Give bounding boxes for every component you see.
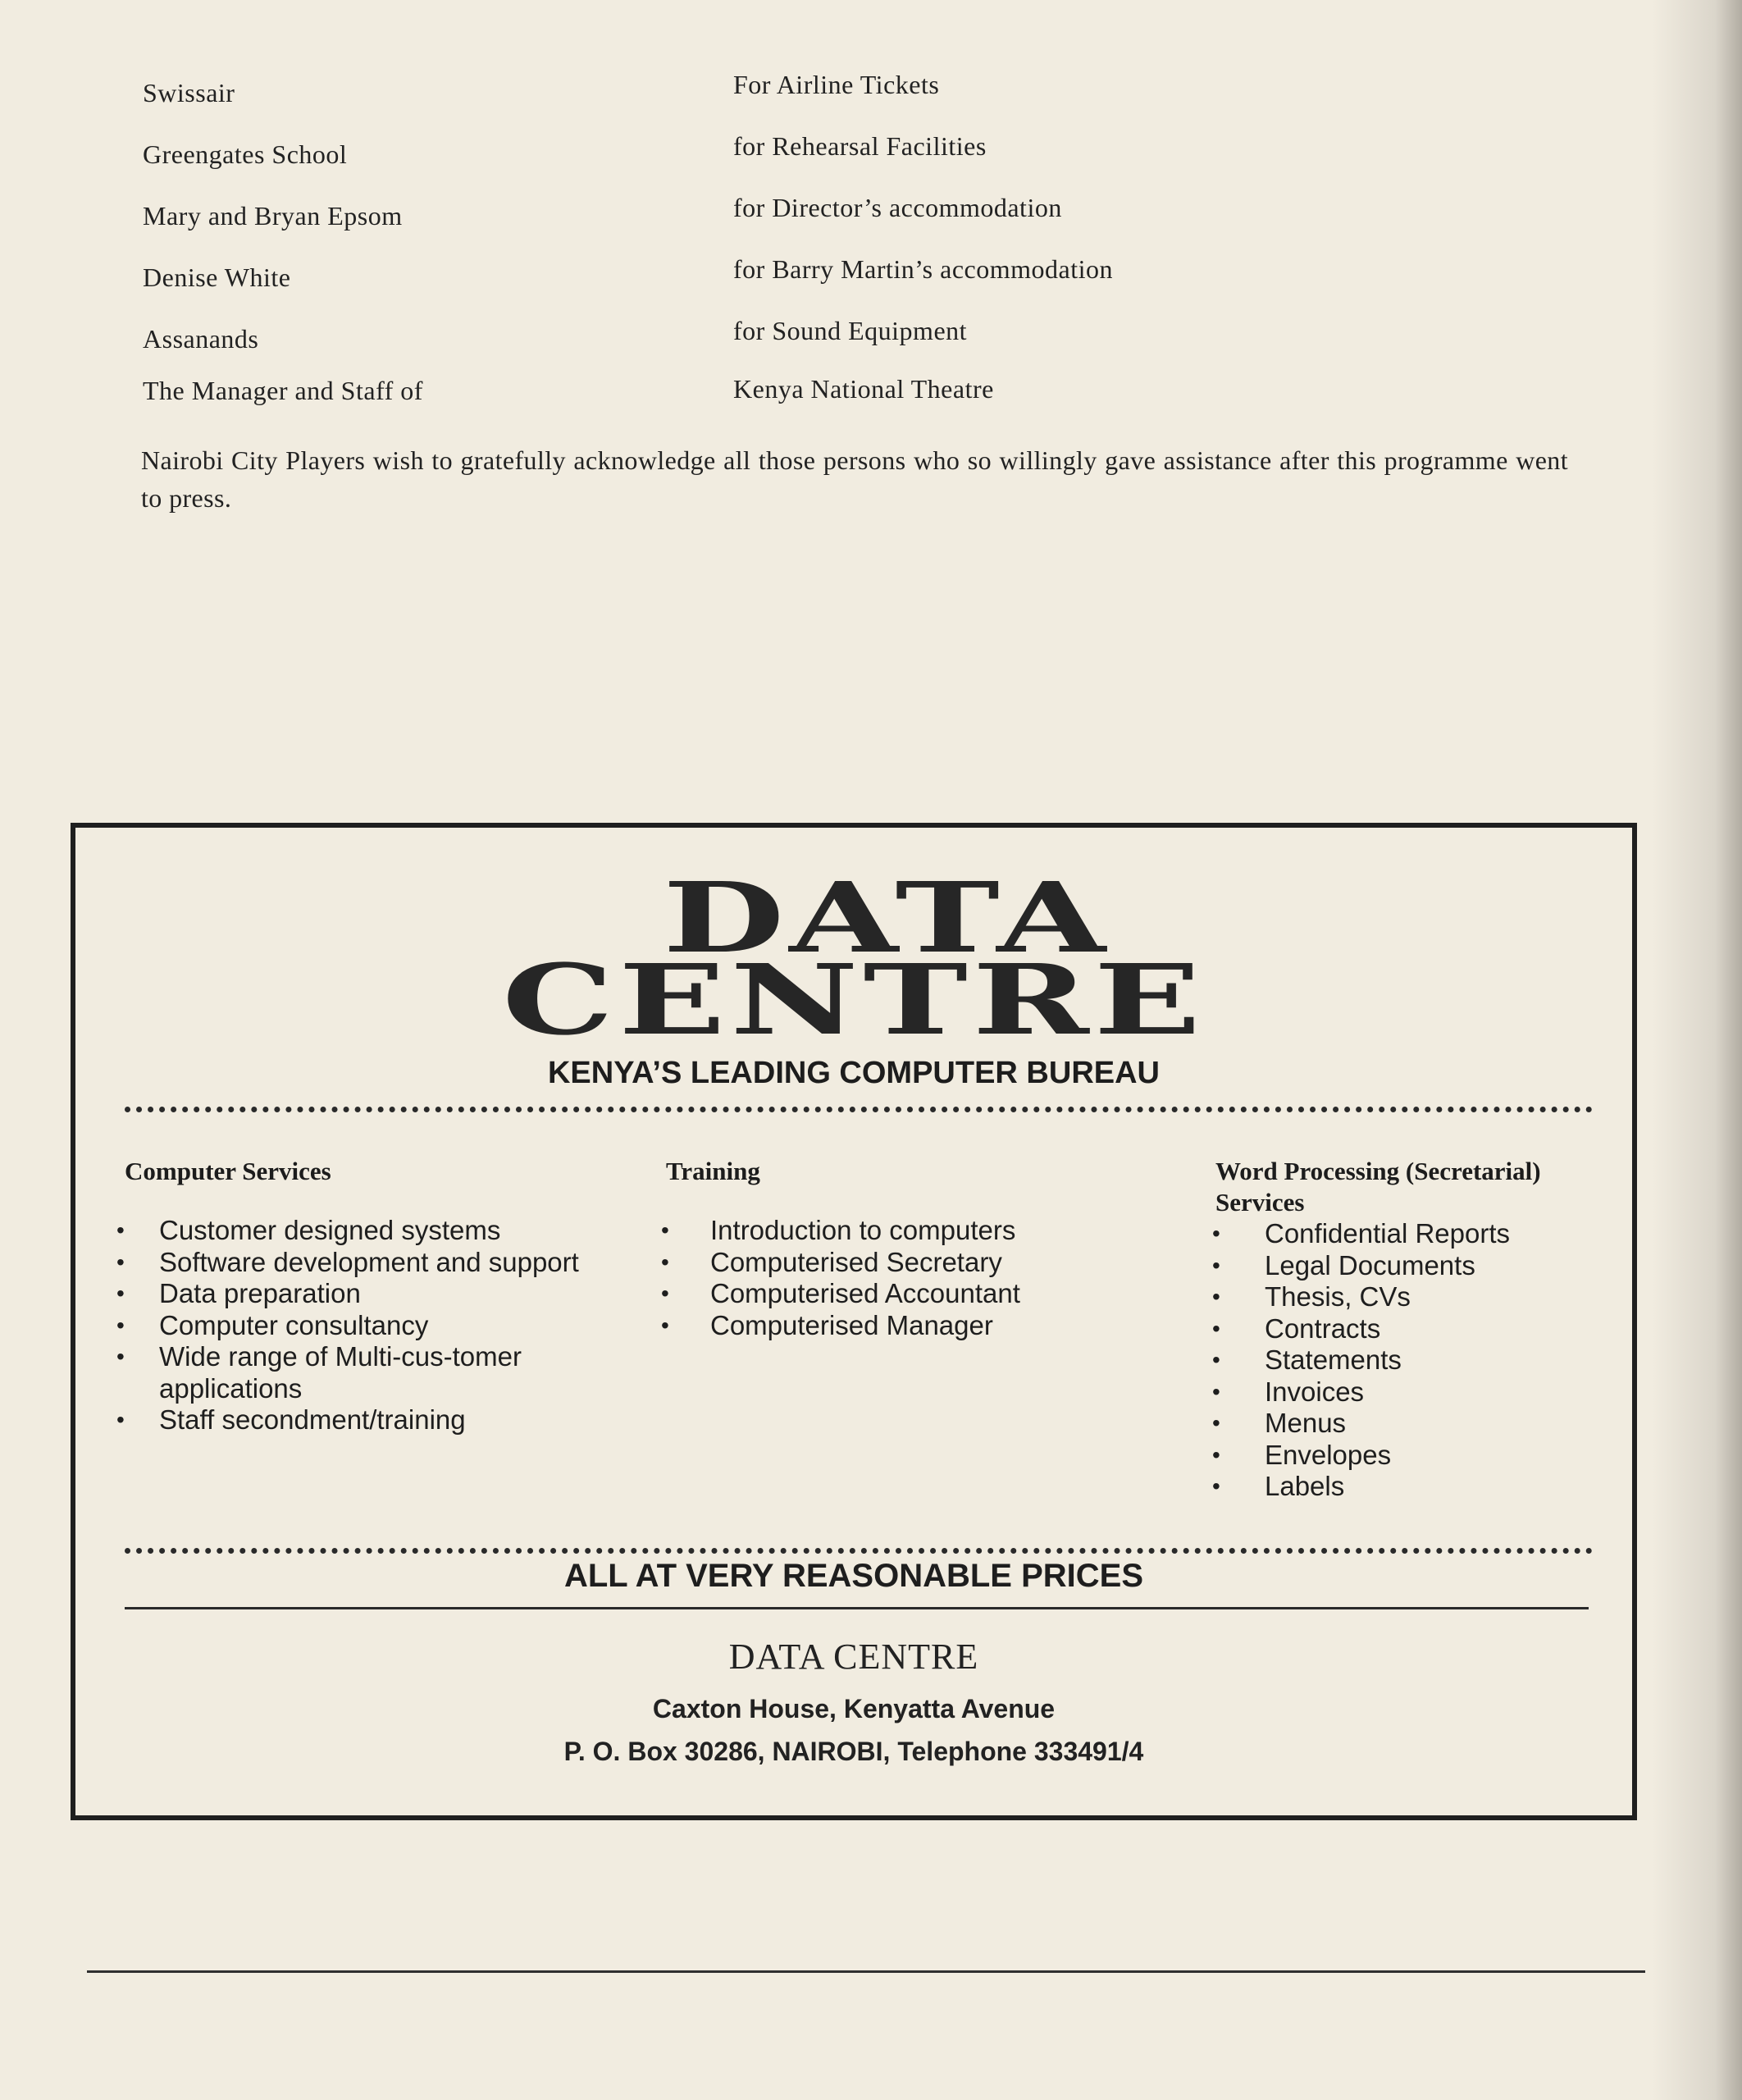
ack-what: for Rehearsal Facilities — [733, 131, 987, 161]
company-name: DATA CENTRE — [728, 1637, 979, 1677]
list-item: • Invoices — [1215, 1376, 1626, 1408]
list-item: • Computerised Accountant — [666, 1278, 1092, 1310]
list-item: • Computer consultancy — [125, 1310, 584, 1342]
list-item: • Wide range of Multi-cus-tomer applications — [125, 1341, 584, 1404]
ack-who: Greengates School — [143, 139, 348, 169]
column-heading: Computer Services — [125, 1157, 331, 1185]
list-item: • Envelopes — [1215, 1440, 1626, 1472]
dotted-divider — [125, 1107, 1593, 1112]
ack-row — [143, 193, 1578, 254]
logo-line-centre: CENTRE — [502, 943, 1206, 1057]
list-item: • Customer designed systems — [125, 1215, 584, 1247]
ack-row — [143, 374, 1578, 427]
services-column — [125, 1156, 584, 1436]
word-processing-column — [1215, 1156, 1626, 1503]
list-item: • Contracts — [1215, 1313, 1626, 1345]
ack-what: Kenya National Theatre — [733, 374, 994, 404]
ack-who: Denise White — [143, 262, 291, 292]
list-item: • Computerised Secretary — [666, 1247, 1092, 1279]
list-item: • Legal Documents — [1215, 1250, 1626, 1282]
list-item: • Introduction to computers — [666, 1215, 1092, 1247]
ack-who: Mary and Bryan Epsom — [143, 201, 403, 231]
ack-what: for Director’s accommodation — [733, 193, 1062, 222]
ack-what: For Airline Tickets — [733, 70, 940, 99]
column-heading: Training — [666, 1157, 760, 1185]
ack-who: Swissair — [143, 78, 235, 107]
logo-line-data: DATA — [663, 861, 1110, 975]
list-item: • Staff secondment/training — [125, 1404, 584, 1436]
list-item: • Menus — [1215, 1408, 1626, 1440]
list-item: • Statements — [1215, 1344, 1626, 1376]
ack-what: for Barry Martin’s accommodation — [733, 254, 1113, 284]
address-line: P. O. Box 30286, NAIROBI, Telephone 333491/4 — [563, 1737, 1144, 1766]
advert-tagline: KENYA’S LEADING COMPUTER BUREAU — [547, 1056, 1160, 1090]
ack-who: Assanands — [143, 324, 259, 354]
service-list — [1215, 1218, 1626, 1503]
ack-row — [143, 316, 1578, 377]
list-item: • Computerised Manager — [666, 1310, 1092, 1342]
list-item: • Labels — [1215, 1471, 1626, 1503]
prices-banner: ALL AT VERY REASONABLE PRICES — [563, 1558, 1143, 1594]
list-item: • Data preparation — [125, 1278, 584, 1310]
training-column — [666, 1156, 1092, 1341]
ack-row — [143, 131, 1578, 193]
ack-row — [143, 254, 1578, 316]
ack-row — [143, 70, 1578, 131]
data-centre-advert — [71, 823, 1637, 1820]
acknowledgements-list — [143, 70, 1578, 427]
list-item: • Thesis, CVs — [1215, 1281, 1626, 1313]
page-bottom-rule — [87, 1970, 1645, 1973]
divider-line — [125, 1607, 1589, 1609]
column-heading: Word Processing (Secretarial) Services — [1215, 1157, 1541, 1217]
service-list — [125, 1215, 584, 1436]
dotted-divider — [125, 1548, 1593, 1554]
acknowledgement-note: Nairobi City Players wish to gratefully acknowledge all those persons who so willingly gave assistance after this programme went to press. — [141, 445, 1568, 513]
ack-who: The Manager and Staff of — [143, 376, 423, 405]
ack-what: for Sound Equipment — [733, 316, 968, 345]
list-item: • Software development and support — [125, 1247, 584, 1279]
address-line: Caxton House, Kenyatta Avenue — [652, 1694, 1056, 1723]
list-item: • Confidential Reports — [1215, 1218, 1626, 1250]
service-list — [666, 1215, 1092, 1341]
